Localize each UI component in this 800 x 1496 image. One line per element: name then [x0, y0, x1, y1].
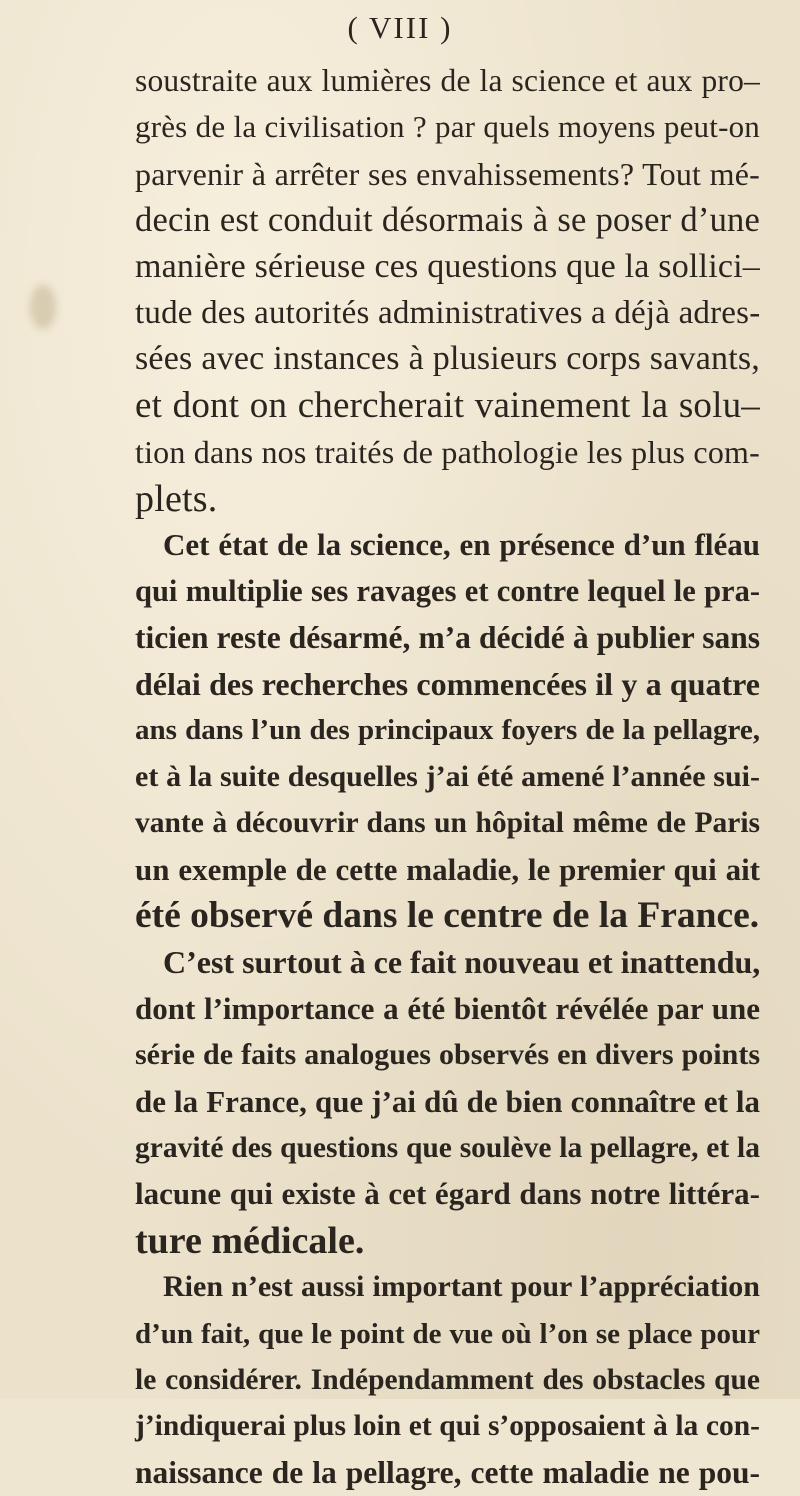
text-line: lacune qui existe à cet égard dans notre littéra-	[135, 1176, 760, 1212]
text-line: decin est conduit désormais à se poser d’une	[135, 201, 760, 240]
text-line: grès de la civilisation ? par quels moyens peut-on	[135, 109, 760, 145]
text-line: soustraite aux lumières de la science et aux pro–	[135, 63, 760, 98]
text-line: ans dans l’un des principaux foyers de la pellagre,	[135, 714, 760, 747]
text-line: dont l’importance a été bientôt révélée par une	[135, 990, 760, 1026]
text-line: qui multiplie ses ravages et contre lequel le pra-	[135, 574, 760, 609]
text-line: sées avec instances à plusieurs corps savants,	[135, 340, 760, 378]
text-line: et à la suite desquelles j’ai été amené l’année sui-	[135, 759, 760, 793]
text-line: ticien reste désarmé, m’a décidé à publier sans	[135, 619, 760, 655]
text-line: gravité des questions que soulève la pellagre, et la	[135, 1131, 760, 1164]
text-line: tion dans nos traités de pathologie les plus com-	[135, 434, 760, 471]
text-line: ture médicale.	[135, 1219, 365, 1262]
text-line: C’est surtout à ce fait nouveau et inattendu,	[163, 944, 761, 981]
text-line: j’indiquerai plus loin et qui s’opposaient à la con-	[135, 1410, 760, 1443]
text-line: Cet état de la science, en présence d’un fléau	[163, 526, 760, 562]
paper-stain	[30, 285, 56, 329]
text-line: plets.	[135, 477, 218, 520]
text-line: un exemple de cette maladie, le premier qui ait	[135, 851, 760, 887]
text-line: délai des recherches commencées il y a quatre	[135, 666, 760, 703]
text-line: Rien n’est aussi important pour l’appréciation	[163, 1270, 760, 1304]
text-line: naissance de la pellagre, cette maladie ne pou-	[135, 1454, 760, 1490]
text-line: d’un fait, que le point de vue où l’on se place pour	[135, 1317, 760, 1350]
text-line: parvenir à arrêter ses envahissements? Tout mé-	[135, 155, 760, 192]
text-line: vante à découvrir dans un hôpital même de Paris	[135, 807, 760, 840]
text-line: été observé dans le centre de la France.	[135, 895, 760, 937]
text-line: et dont on chercherait vainement la solu–	[135, 384, 760, 426]
text-line: série de faits analogues observés en divers points	[135, 1038, 760, 1072]
text-line: le considérer. Indépendamment des obstacles que	[135, 1363, 760, 1396]
body-text	[135, 58, 760, 1496]
text-line: tude des autorités administratives a déjà adres-	[135, 294, 761, 331]
text-line: manière sérieuse ces questions que la sollici–	[135, 247, 760, 285]
page-number: ( VIII )	[347, 10, 453, 45]
text-line: de la France, que j’ai dû de bien connaître et la	[135, 1083, 760, 1119]
